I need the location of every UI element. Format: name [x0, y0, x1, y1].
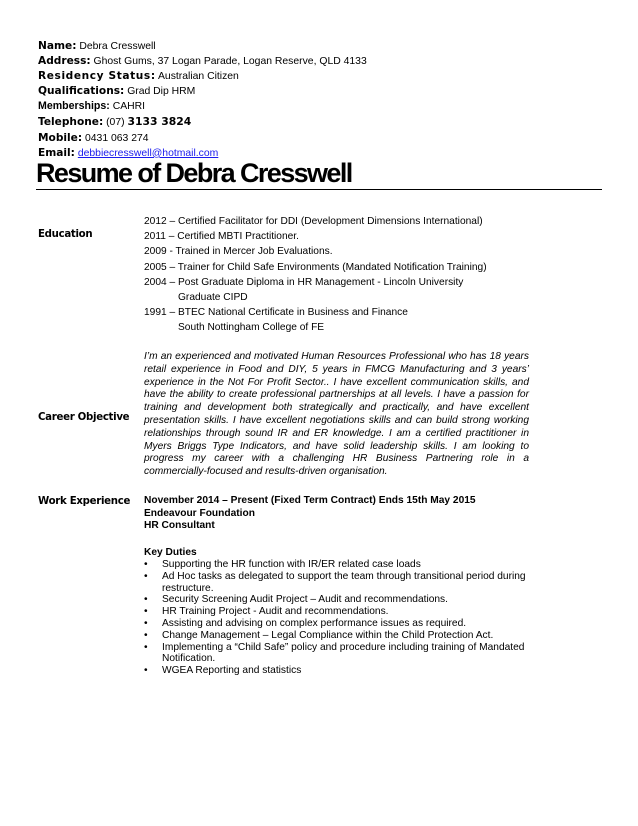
- bullet-icon: •: [144, 665, 148, 677]
- education-entry: 1991 – BTEC National Certificate in Business and Finance: [144, 307, 408, 319]
- list-item: [144, 559, 529, 571]
- telephone-number: 3133 3824: [127, 115, 192, 129]
- work-experience-label: Work Experience: [38, 496, 131, 507]
- bullet-icon: •: [144, 617, 148, 629]
- mobile-label: Mobile:: [38, 131, 83, 144]
- job-period: November 2014 – Present (Fixed Term Contract) Ends 15th May 2015: [144, 495, 476, 506]
- duty-text: Assisting and advising on complex performance issues as required.: [162, 617, 467, 629]
- duties-list: [144, 559, 529, 677]
- name-value: Debra Cresswell: [79, 41, 156, 52]
- key-duties-heading: Key Duties: [144, 546, 197, 558]
- list-item: [144, 606, 529, 618]
- email-link[interactable]: debbiecresswell@hotmail.com: [77, 147, 219, 159]
- address-row: [38, 54, 367, 69]
- duty-text: Ad Hoc tasks as delegated to support the team through transitional period during restructure.: [162, 570, 526, 594]
- memberships-value: CAHRI: [112, 101, 146, 113]
- duty-text: WGEA Reporting and statistics: [162, 665, 302, 677]
- bullet-icon: •: [144, 641, 148, 653]
- resume-title: Resume of Debra Cresswell: [36, 158, 352, 188]
- qualifications-row: [38, 84, 367, 99]
- residency-label: Residency Status:: [38, 70, 156, 83]
- duty-text: Change Management – Legal Compliance within the Child Protection Act.: [162, 629, 494, 641]
- list-item: [144, 665, 529, 677]
- telephone-row: [38, 114, 367, 130]
- duty-text: HR Training Project - Audit and recommendations.: [162, 606, 389, 618]
- telephone-label: Telephone:: [38, 116, 104, 129]
- address-value: Ghost Gums, 37 Logan Parade, Logan Reserve, QLD 4133: [93, 56, 367, 68]
- duty-text: Security Screening Audit Project – Audit and recommendations.: [162, 594, 448, 606]
- education-label: Education: [38, 229, 93, 240]
- residency-value: Australian Citizen: [157, 71, 239, 83]
- bullet-icon: •: [144, 606, 148, 618]
- memberships-row: [38, 99, 367, 114]
- memberships-label: Memberships:: [38, 100, 110, 113]
- list-item: [144, 642, 529, 666]
- job-role: HR Consultant: [144, 520, 215, 531]
- education-entry: 2012 – Certified Facilitator for DDI (Development Dimensions International): [144, 216, 483, 227]
- bullet-icon: •: [144, 570, 148, 582]
- duty-text: Implementing a “Child Safe” policy and procedure including training of Mandated Notification.: [162, 641, 525, 665]
- mobile-row: [38, 131, 367, 146]
- title-divider: [36, 189, 602, 190]
- education-entry: Graduate CIPD: [178, 291, 248, 303]
- contact-block: [38, 39, 367, 161]
- telephone-area: (07): [106, 117, 125, 129]
- education-entry: 2004 – Post Graduate Diploma in HR Management - Lincoln University: [144, 276, 464, 288]
- career-objective-text: I’m an experienced and motivated Human Resources Professional who has 18 years retail experience in Food and DIY, 5 years in FMCG Manufacturing and 3 years’ experience in the Not For Profit Sector.. I have excellent communication skills, and have the ability to create professional partnerships at all levels. I have a passion for training and development both strategically and practically, and have excellent presentation skills. I have excellent negotiations skills and can build strong working relationships through sound IR and ER knowledge. I am a certified practitioner in Myers Briggs Type Indicators, and have solid leadership skills. I am looking to progress my career with a challenging HR Business Partnering role in a commercially-focused and results-driven organisation.: [144, 351, 529, 478]
- work-experience-block: [144, 495, 529, 677]
- list-item: [144, 571, 529, 595]
- list-item: [144, 594, 529, 606]
- job-company: Endeavour Foundation: [144, 507, 255, 519]
- name-row: [38, 39, 367, 54]
- career-objective-label: Career Objective: [38, 412, 130, 423]
- list-item: [144, 618, 529, 630]
- qualifications-value: Grad Dip HRM: [127, 86, 196, 98]
- residency-row: [38, 69, 367, 84]
- education-entry: South Nottingham College of FE: [178, 322, 325, 334]
- education-entry: 2009 - Trained in Mercer Job Evaluations.: [144, 246, 333, 258]
- qualifications-label: Qualifications:: [38, 85, 125, 98]
- bullet-icon: •: [144, 559, 148, 570]
- duty-text: Supporting the HR function with IR/ER related case loads: [162, 559, 421, 570]
- email-label: Email:: [38, 146, 75, 159]
- education-entry: 2011 – Certified MBTI Practitioner.: [144, 231, 299, 243]
- name-label: Name:: [38, 40, 77, 52]
- address-label: Address:: [38, 55, 91, 68]
- list-item: [144, 630, 529, 642]
- mobile-value: 0431 063 274: [84, 132, 149, 144]
- education-list: [144, 214, 487, 336]
- education-entry: 2005 – Trainer for Child Safe Environments (Mandated Notification Training): [144, 261, 487, 273]
- bullet-icon: •: [144, 629, 148, 641]
- bullet-icon: •: [144, 594, 148, 606]
